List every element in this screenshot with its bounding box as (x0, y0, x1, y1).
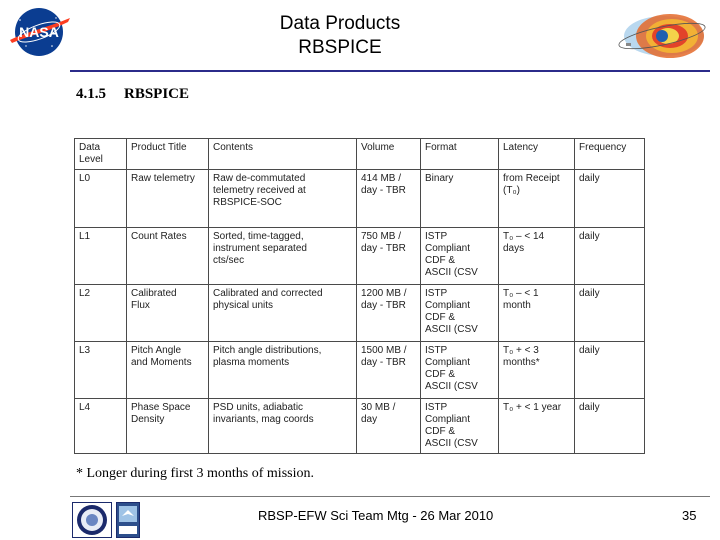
nasa-logo-text: NASA (19, 24, 59, 40)
table-cell: T₀ – < 14 days (499, 228, 575, 285)
table-cell: Sorted, time-tagged, instrument separated cts/sec (209, 228, 357, 285)
nasa-logo (6, 6, 72, 58)
footer-meeting-text: RBSP-EFW Sci Team Mtg - 26 Mar 2010 (258, 508, 494, 523)
section-number: 4.1.5 (76, 86, 106, 102)
table-row (75, 228, 645, 285)
table-cell: PSD units, adiabatic invariants, mag coords (209, 399, 357, 454)
table-row (75, 342, 645, 399)
table-cell: Raw de-commutated telemetry received at RBSPICE-SOC (209, 170, 357, 228)
table-cell: Raw telemetry (127, 170, 209, 228)
table-cell: Count Rates (127, 228, 209, 285)
table-cell: 1200 MB / day - TBR (357, 285, 421, 342)
table-header-cell: Format (421, 139, 499, 170)
table-cell: Phase Space Density (127, 399, 209, 454)
table-header-cell: Latency (499, 139, 575, 170)
table-row (75, 285, 645, 342)
table-cell: T₀ + < 3 months* (499, 342, 575, 399)
university-seal-icon (72, 502, 112, 538)
table-cell: 414 MB / day - TBR (357, 170, 421, 228)
table-cell: daily (575, 399, 645, 454)
table-cell: L1 (75, 228, 127, 285)
table-cell: daily (575, 228, 645, 285)
table-header-row (75, 139, 645, 170)
table-header-cell: Data Level (75, 139, 127, 170)
radiation-belt-logo (612, 6, 712, 64)
title-line-1: Data Products (279, 13, 401, 34)
table-cell: ISTP Compliant CDF & ASCII (CSV (421, 399, 499, 454)
title-line-2: RBSPICE (298, 37, 382, 58)
table-cell: from Receipt (T₀) (499, 170, 575, 228)
table-cell: 30 MB / day (357, 399, 421, 454)
footer-rule (70, 496, 710, 497)
table-cell: daily (575, 285, 645, 342)
table-cell: T₀ – < 1 month (499, 285, 575, 342)
table-cell: L0 (75, 170, 127, 228)
table-header-cell: Volume (357, 139, 421, 170)
page-number: 35 (682, 508, 697, 523)
table-header-cell: Product Title (127, 139, 209, 170)
table-cell: 750 MB / day - TBR (357, 228, 421, 285)
table-cell: Calibrated and corrected physical units (209, 285, 357, 342)
table-cell: Binary (421, 170, 499, 228)
section-heading (76, 86, 189, 103)
table-cell: 1500 MB / day - TBR (357, 342, 421, 399)
table-header-cell: Contents (209, 139, 357, 170)
data-products-table (74, 138, 645, 454)
section-title: RBSPICE (124, 86, 190, 102)
table-cell: Pitch Angle and Moments (127, 342, 209, 399)
table-cell: L4 (75, 399, 127, 454)
table-cell: daily (575, 342, 645, 399)
table-cell: Calibrated Flux (127, 285, 209, 342)
table-cell: L2 (75, 285, 127, 342)
table-cell: ISTP Compliant CDF & ASCII (CSV (421, 285, 499, 342)
table-cell: ISTP Compliant CDF & ASCII (CSV (421, 228, 499, 285)
slide-title (180, 12, 500, 60)
table-header-cell: Frequency (575, 139, 645, 170)
table-cell: Pitch angle distributions, plasma moments (209, 342, 357, 399)
header-rule (70, 70, 710, 72)
table-cell: daily (575, 170, 645, 228)
table-cell: L3 (75, 342, 127, 399)
table-row (75, 399, 645, 454)
mission-patch-icon (116, 502, 140, 538)
table-row (75, 170, 645, 228)
table-cell: ISTP Compliant CDF & ASCII (CSV (421, 342, 499, 399)
table-cell: T₀ + < 1 year (499, 399, 575, 454)
footnote: * Longer during first 3 months of mission. (76, 466, 314, 481)
